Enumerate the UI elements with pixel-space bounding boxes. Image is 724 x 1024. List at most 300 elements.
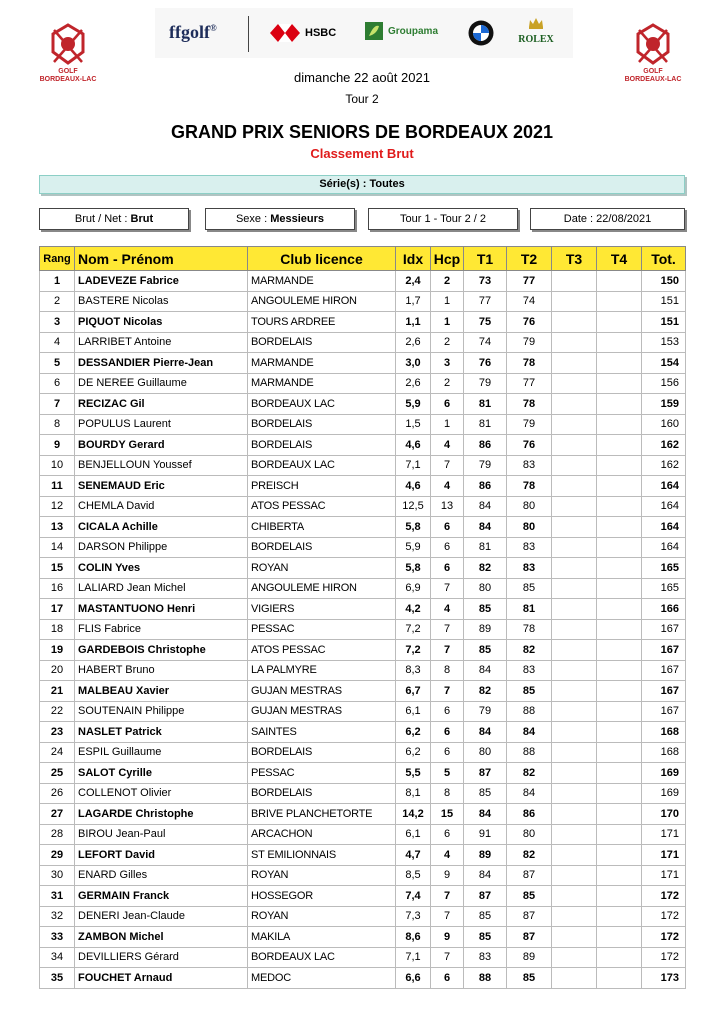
cell-t4 bbox=[597, 968, 642, 989]
cell-name: BENJELLOUN Youssef bbox=[75, 455, 248, 476]
cell-t4 bbox=[597, 476, 642, 497]
cell-rang: 11 bbox=[40, 476, 75, 497]
cell-t2: 81 bbox=[507, 599, 552, 620]
cell-club: BORDELAIS bbox=[248, 414, 396, 435]
cell-club: GUJAN MESTRAS bbox=[248, 681, 396, 702]
cell-t3 bbox=[552, 271, 597, 292]
cell-t4 bbox=[597, 578, 642, 599]
cell-hcp: 5 bbox=[431, 763, 464, 784]
cell-rang: 1 bbox=[40, 271, 75, 292]
table-header-row bbox=[40, 247, 686, 271]
cell-t4 bbox=[597, 947, 642, 968]
cell-name: ENARD Gilles bbox=[75, 865, 248, 886]
cell-t1: 75 bbox=[464, 312, 507, 333]
cell-tot: 167 bbox=[642, 681, 686, 702]
table-row bbox=[40, 947, 686, 968]
cell-t2: 76 bbox=[507, 312, 552, 333]
cell-tot: 171 bbox=[642, 845, 686, 866]
cell-hcp: 6 bbox=[431, 537, 464, 558]
cell-tot: 164 bbox=[642, 496, 686, 517]
sexe-filter bbox=[205, 208, 355, 230]
cell-tot: 172 bbox=[642, 927, 686, 948]
cell-t3 bbox=[552, 701, 597, 722]
cell-rang: 23 bbox=[40, 722, 75, 743]
bmw-logo bbox=[468, 20, 494, 51]
cell-rang: 25 bbox=[40, 763, 75, 784]
cell-t3 bbox=[552, 968, 597, 989]
cell-rang: 29 bbox=[40, 845, 75, 866]
cell-t3 bbox=[552, 845, 597, 866]
golf-club-emblem-icon bbox=[633, 22, 673, 68]
cell-t4 bbox=[597, 681, 642, 702]
cell-rang: 21 bbox=[40, 681, 75, 702]
table-row bbox=[40, 742, 686, 763]
cell-club: TOURS ARDREE bbox=[248, 312, 396, 333]
cell-tot: 171 bbox=[642, 824, 686, 845]
table-row bbox=[40, 537, 686, 558]
cell-t4 bbox=[597, 763, 642, 784]
cell-name: DESSANDIER Pierre-Jean bbox=[75, 353, 248, 374]
cell-name: PIQUOT Nicolas bbox=[75, 312, 248, 333]
table-row bbox=[40, 824, 686, 845]
cell-rang: 9 bbox=[40, 435, 75, 456]
cell-name: BOURDY Gerard bbox=[75, 435, 248, 456]
cell-t2: 80 bbox=[507, 824, 552, 845]
cell-name: DENERI Jean-Claude bbox=[75, 906, 248, 927]
cell-t2: 78 bbox=[507, 353, 552, 374]
cell-tot: 156 bbox=[642, 373, 686, 394]
cell-idx: 5,9 bbox=[396, 537, 431, 558]
cell-hcp: 1 bbox=[431, 312, 464, 333]
table-row bbox=[40, 845, 686, 866]
cell-t2: 77 bbox=[507, 271, 552, 292]
cell-t4 bbox=[597, 291, 642, 312]
cell-idx: 7,1 bbox=[396, 947, 431, 968]
cell-name: LAGARDE Christophe bbox=[75, 804, 248, 825]
page-title: GRAND PRIX SENIORS DE BORDEAUX 2021 bbox=[170, 122, 554, 142]
cell-t2: 87 bbox=[507, 927, 552, 948]
cell-name: BASTERE Nicolas bbox=[75, 291, 248, 312]
cell-rang: 32 bbox=[40, 906, 75, 927]
table-row bbox=[40, 312, 686, 333]
cell-t4 bbox=[597, 845, 642, 866]
cell-rang: 18 bbox=[40, 619, 75, 640]
table-row bbox=[40, 578, 686, 599]
results-table bbox=[39, 246, 686, 989]
cell-rang: 30 bbox=[40, 865, 75, 886]
cell-hcp: 6 bbox=[431, 701, 464, 722]
cell-idx: 1,5 bbox=[396, 414, 431, 435]
cell-hcp: 9 bbox=[431, 927, 464, 948]
cell-t4 bbox=[597, 804, 642, 825]
cell-idx: 3,0 bbox=[396, 353, 431, 374]
cell-t2: 79 bbox=[507, 414, 552, 435]
cell-t2: 83 bbox=[507, 660, 552, 681]
cell-idx: 4,6 bbox=[396, 435, 431, 456]
cell-t2: 84 bbox=[507, 783, 552, 804]
col-header-idx: Idx bbox=[396, 247, 431, 271]
cell-tot: 150 bbox=[642, 271, 686, 292]
cell-t3 bbox=[552, 640, 597, 661]
cell-t1: 79 bbox=[464, 455, 507, 476]
cell-club: ST EMILIONNAIS bbox=[248, 845, 396, 866]
cell-t1: 89 bbox=[464, 619, 507, 640]
cell-rang: 10 bbox=[40, 455, 75, 476]
cell-t3 bbox=[552, 332, 597, 353]
cell-club: MARMANDE bbox=[248, 353, 396, 374]
cell-t2: 78 bbox=[507, 394, 552, 415]
cell-name: FLIS Fabrice bbox=[75, 619, 248, 640]
cell-idx: 8,6 bbox=[396, 927, 431, 948]
bmw-roundel-icon bbox=[468, 20, 494, 46]
cell-t4 bbox=[597, 312, 642, 333]
cell-t1: 82 bbox=[464, 681, 507, 702]
cell-t4 bbox=[597, 742, 642, 763]
cell-tot: 167 bbox=[642, 660, 686, 681]
cell-t1: 84 bbox=[464, 804, 507, 825]
cell-rang: 31 bbox=[40, 886, 75, 907]
sexe-label: Sexe : bbox=[235, 213, 271, 225]
cell-t4 bbox=[597, 886, 642, 907]
cell-name: POPULUS Laurent bbox=[75, 414, 248, 435]
table-row bbox=[40, 414, 686, 435]
cell-name: COLIN Yves bbox=[75, 558, 248, 579]
cell-hcp: 7 bbox=[431, 886, 464, 907]
table-row bbox=[40, 455, 686, 476]
cell-t4 bbox=[597, 722, 642, 743]
cell-tot: 172 bbox=[642, 886, 686, 907]
brut-net-label: Brut / Net : bbox=[74, 213, 131, 225]
cell-t4 bbox=[597, 701, 642, 722]
cell-name: LEFORT David bbox=[75, 845, 248, 866]
cell-t2: 80 bbox=[507, 496, 552, 517]
cell-club: VIGIERS bbox=[248, 599, 396, 620]
cell-t2: 85 bbox=[507, 681, 552, 702]
cell-idx: 14,2 bbox=[396, 804, 431, 825]
cell-rang: 19 bbox=[40, 640, 75, 661]
cell-t2: 88 bbox=[507, 742, 552, 763]
cell-t1: 85 bbox=[464, 927, 507, 948]
cell-t4 bbox=[597, 414, 642, 435]
cell-t4 bbox=[597, 660, 642, 681]
cell-t2: 87 bbox=[507, 865, 552, 886]
cell-rang: 24 bbox=[40, 742, 75, 763]
cell-club: ATOS PESSAC bbox=[248, 640, 396, 661]
cell-t3 bbox=[552, 312, 597, 333]
cell-t1: 84 bbox=[464, 660, 507, 681]
cell-t4 bbox=[597, 353, 642, 374]
golf-club-emblem-icon bbox=[48, 22, 88, 68]
cell-tot: 169 bbox=[642, 783, 686, 804]
cell-t3 bbox=[552, 619, 597, 640]
cell-idx: 5,5 bbox=[396, 763, 431, 784]
cell-hcp: 6 bbox=[431, 722, 464, 743]
cell-name: SENEMAUD Eric bbox=[75, 476, 248, 497]
cell-t4 bbox=[597, 619, 642, 640]
table-row bbox=[40, 681, 686, 702]
cell-hcp: 7 bbox=[431, 619, 464, 640]
cell-name: MASTANTUONO Henri bbox=[75, 599, 248, 620]
hsbc-label: HSBC bbox=[305, 27, 337, 39]
cell-t3 bbox=[552, 373, 597, 394]
cell-idx: 6,9 bbox=[396, 578, 431, 599]
cell-tot: 167 bbox=[642, 640, 686, 661]
table-row bbox=[40, 968, 686, 989]
cell-idx: 6,2 bbox=[396, 722, 431, 743]
cell-t3 bbox=[552, 865, 597, 886]
cell-t2: 77 bbox=[507, 373, 552, 394]
table-row bbox=[40, 517, 686, 538]
cell-t1: 85 bbox=[464, 783, 507, 804]
cell-t3 bbox=[552, 947, 597, 968]
cell-hcp: 6 bbox=[431, 394, 464, 415]
cell-club: ANGOULEME HIRON bbox=[248, 291, 396, 312]
cell-idx: 7,1 bbox=[396, 455, 431, 476]
cell-t2: 83 bbox=[507, 558, 552, 579]
cell-club: BORDELAIS bbox=[248, 783, 396, 804]
cell-name: LALIARD Jean Michel bbox=[75, 578, 248, 599]
cell-idx: 8,5 bbox=[396, 865, 431, 886]
cell-rang: 28 bbox=[40, 824, 75, 845]
table-row bbox=[40, 496, 686, 517]
cell-t3 bbox=[552, 455, 597, 476]
table-row bbox=[40, 476, 686, 497]
rolex-label: ROLEX bbox=[518, 34, 554, 45]
cell-tot: 167 bbox=[642, 701, 686, 722]
cell-t3 bbox=[552, 517, 597, 538]
cell-tot: 160 bbox=[642, 414, 686, 435]
cell-t2: 78 bbox=[507, 476, 552, 497]
cell-idx: 2,6 bbox=[396, 373, 431, 394]
cell-t1: 89 bbox=[464, 845, 507, 866]
cell-name: ZAMBON Michel bbox=[75, 927, 248, 948]
cell-t1: 81 bbox=[464, 537, 507, 558]
event-tour: Tour 2 bbox=[345, 92, 379, 106]
cell-club: PESSAC bbox=[248, 763, 396, 784]
cell-name: GERMAIN Franck bbox=[75, 886, 248, 907]
groupama-logo bbox=[365, 22, 438, 40]
hsbc-logo bbox=[270, 22, 336, 44]
cell-t1: 85 bbox=[464, 906, 507, 927]
results-body bbox=[40, 271, 686, 989]
cell-t1: 86 bbox=[464, 476, 507, 497]
cell-club: BORDELAIS bbox=[248, 332, 396, 353]
cell-club: PREISCH bbox=[248, 476, 396, 497]
cell-name: HABERT Bruno bbox=[75, 660, 248, 681]
date-filter: Date : 22/08/2021 bbox=[530, 208, 685, 230]
table-row bbox=[40, 640, 686, 661]
cell-t2: 74 bbox=[507, 291, 552, 312]
table-row bbox=[40, 332, 686, 353]
cell-t4 bbox=[597, 271, 642, 292]
cell-t1: 81 bbox=[464, 394, 507, 415]
cell-t4 bbox=[597, 824, 642, 845]
cell-rang: 26 bbox=[40, 783, 75, 804]
cell-rang: 33 bbox=[40, 927, 75, 948]
cell-rang: 16 bbox=[40, 578, 75, 599]
cell-hcp: 2 bbox=[431, 373, 464, 394]
rolex-logo bbox=[515, 16, 557, 45]
cell-name: LADEVEZE Fabrice bbox=[75, 271, 248, 292]
cell-t2: 85 bbox=[507, 578, 552, 599]
cell-tot: 162 bbox=[642, 435, 686, 456]
cell-hcp: 2 bbox=[431, 332, 464, 353]
cell-t3 bbox=[552, 537, 597, 558]
cell-t2: 82 bbox=[507, 640, 552, 661]
cell-rang: 2 bbox=[40, 291, 75, 312]
cell-t3 bbox=[552, 722, 597, 743]
cell-idx: 1,7 bbox=[396, 291, 431, 312]
cell-t4 bbox=[597, 517, 642, 538]
cell-t1: 82 bbox=[464, 558, 507, 579]
cell-t1: 81 bbox=[464, 414, 507, 435]
sexe-value: Messieurs bbox=[270, 213, 325, 225]
cell-tot: 151 bbox=[642, 291, 686, 312]
cell-t3 bbox=[552, 906, 597, 927]
cell-name: ESPIL Guillaume bbox=[75, 742, 248, 763]
cell-t1: 87 bbox=[464, 763, 507, 784]
table-row bbox=[40, 291, 686, 312]
cell-tot: 168 bbox=[642, 722, 686, 743]
cell-t2: 83 bbox=[507, 537, 552, 558]
cell-tot: 151 bbox=[642, 312, 686, 333]
cell-club: ROYAN bbox=[248, 558, 396, 579]
table-row bbox=[40, 906, 686, 927]
cell-t3 bbox=[552, 394, 597, 415]
cell-name: DEVILLIERS Gérard bbox=[75, 947, 248, 968]
cell-t1: 83 bbox=[464, 947, 507, 968]
cell-rang: 35 bbox=[40, 968, 75, 989]
club-logo-place: BORDEAUX-LAC bbox=[624, 76, 682, 83]
cell-t1: 88 bbox=[464, 968, 507, 989]
cell-t3 bbox=[552, 886, 597, 907]
cell-rang: 8 bbox=[40, 414, 75, 435]
cell-rang: 20 bbox=[40, 660, 75, 681]
cell-t4 bbox=[597, 394, 642, 415]
table-row bbox=[40, 619, 686, 640]
cell-rang: 27 bbox=[40, 804, 75, 825]
cell-club: BORDEAUX LAC bbox=[248, 394, 396, 415]
cell-hcp: 7 bbox=[431, 681, 464, 702]
cell-tot: 164 bbox=[642, 476, 686, 497]
cell-rang: 17 bbox=[40, 599, 75, 620]
cell-t1: 73 bbox=[464, 271, 507, 292]
cell-t2: 84 bbox=[507, 722, 552, 743]
cell-name: BIROU Jean-Paul bbox=[75, 824, 248, 845]
cell-idx: 4,6 bbox=[396, 476, 431, 497]
cell-idx: 7,2 bbox=[396, 619, 431, 640]
cell-club: SAINTES bbox=[248, 722, 396, 743]
tours-filter: Tour 1 - Tour 2 / 2 bbox=[368, 208, 518, 230]
cell-t3 bbox=[552, 435, 597, 456]
cell-club: MARMANDE bbox=[248, 373, 396, 394]
cell-hcp: 2 bbox=[431, 271, 464, 292]
cell-hcp: 8 bbox=[431, 660, 464, 681]
cell-rang: 14 bbox=[40, 537, 75, 558]
cell-tot: 166 bbox=[642, 599, 686, 620]
cell-club: ROYAN bbox=[248, 865, 396, 886]
ffgolf-registered-mark: ® bbox=[209, 23, 217, 33]
cell-t4 bbox=[597, 783, 642, 804]
cell-club: BORDELAIS bbox=[248, 435, 396, 456]
cell-tot: 168 bbox=[642, 742, 686, 763]
table-row bbox=[40, 783, 686, 804]
cell-hcp: 7 bbox=[431, 640, 464, 661]
cell-idx: 8,3 bbox=[396, 660, 431, 681]
cell-name: MALBEAU Xavier bbox=[75, 681, 248, 702]
table-row bbox=[40, 722, 686, 743]
club-logo-name: GOLF bbox=[58, 68, 78, 75]
cell-t4 bbox=[597, 906, 642, 927]
cell-tot: 171 bbox=[642, 865, 686, 886]
cell-tot: 170 bbox=[642, 804, 686, 825]
cell-t4 bbox=[597, 558, 642, 579]
cell-t2: 86 bbox=[507, 804, 552, 825]
cell-club: BRIVE PLANCHETORTE bbox=[248, 804, 396, 825]
cell-club: HOSSEGOR bbox=[248, 886, 396, 907]
ffgolf-label: ffgolf bbox=[169, 22, 210, 42]
cell-rang: 22 bbox=[40, 701, 75, 722]
cell-club: PESSAC bbox=[248, 619, 396, 640]
cell-t4 bbox=[597, 927, 642, 948]
cell-t4 bbox=[597, 373, 642, 394]
cell-rang: 7 bbox=[40, 394, 75, 415]
cell-idx: 2,6 bbox=[396, 332, 431, 353]
table-row bbox=[40, 558, 686, 579]
cell-tot: 165 bbox=[642, 558, 686, 579]
rolex-crown-icon bbox=[528, 17, 544, 29]
cell-t3 bbox=[552, 783, 597, 804]
cell-t3 bbox=[552, 763, 597, 784]
cell-t3 bbox=[552, 927, 597, 948]
cell-name: COLLENOT Olivier bbox=[75, 783, 248, 804]
cell-name: CICALA Achille bbox=[75, 517, 248, 538]
cell-t4 bbox=[597, 496, 642, 517]
cell-hcp: 1 bbox=[431, 414, 464, 435]
cell-rang: 3 bbox=[40, 312, 75, 333]
cell-t3 bbox=[552, 804, 597, 825]
cell-name: FOUCHET Arnaud bbox=[75, 968, 248, 989]
cell-t2: 85 bbox=[507, 968, 552, 989]
cell-t3 bbox=[552, 742, 597, 763]
col-header-tot: Tot. bbox=[642, 247, 686, 271]
groupama-label: Groupama bbox=[388, 25, 439, 37]
table-row bbox=[40, 373, 686, 394]
sponsor-divider bbox=[248, 16, 249, 52]
cell-t3 bbox=[552, 660, 597, 681]
cell-t3 bbox=[552, 496, 597, 517]
cell-hcp: 4 bbox=[431, 845, 464, 866]
cell-idx: 7,3 bbox=[396, 906, 431, 927]
table-row bbox=[40, 660, 686, 681]
table-row bbox=[40, 599, 686, 620]
table-row bbox=[40, 927, 686, 948]
cell-idx: 6,6 bbox=[396, 968, 431, 989]
cell-name: DE NEREE Guillaume bbox=[75, 373, 248, 394]
cell-hcp: 7 bbox=[431, 906, 464, 927]
cell-tot: 165 bbox=[642, 578, 686, 599]
cell-t1: 84 bbox=[464, 865, 507, 886]
cell-t2: 76 bbox=[507, 435, 552, 456]
cell-idx: 4,7 bbox=[396, 845, 431, 866]
cell-club: CHIBERTA bbox=[248, 517, 396, 538]
sponsors-banner bbox=[155, 8, 573, 58]
cell-t1: 74 bbox=[464, 332, 507, 353]
cell-hcp: 6 bbox=[431, 968, 464, 989]
cell-club: MARMANDE bbox=[248, 271, 396, 292]
cell-hcp: 15 bbox=[431, 804, 464, 825]
club-logo-place: BORDEAUX-LAC bbox=[39, 76, 97, 83]
